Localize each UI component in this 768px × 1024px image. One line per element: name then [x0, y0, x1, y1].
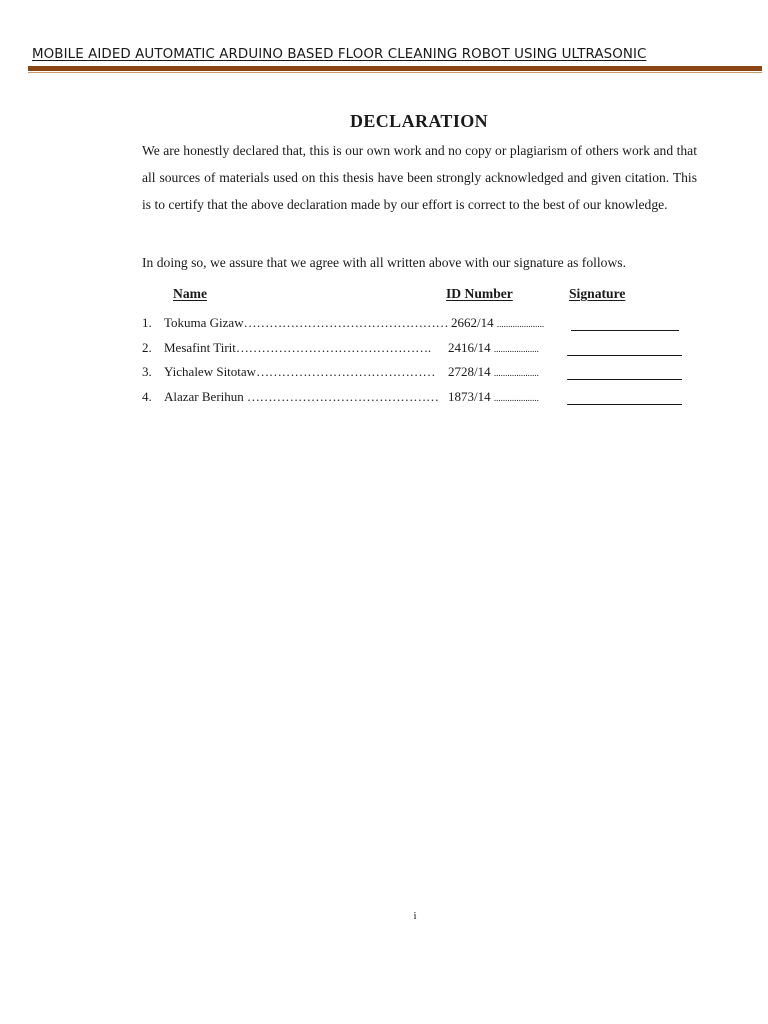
declaration-paragraph: We are honestly declared that, this is our own work and no copy or plagiarism of others work and that all sources of materials used on this thesis have been strongly acknowledged and given citation. This is to certify that the above declaration made by our effort is correct to the best of our knowledge.	[142, 143, 697, 212]
signature-line	[567, 340, 682, 356]
page-number: i	[413, 910, 417, 922]
signature-line	[571, 315, 679, 331]
table-row	[142, 315, 702, 333]
signature-leader: .....................	[496, 319, 545, 329]
row-number: 2.	[142, 340, 152, 355]
member-id: 2416/14 ....................	[448, 340, 539, 355]
member-name: Alazar Berihun ………………………………………	[164, 389, 439, 404]
table-row	[142, 364, 702, 382]
member-id: 2662/14 .....................	[451, 315, 545, 330]
running-header-title: MOBILE AIDED AUTOMATIC ARDUINO BASED FLOOR CLEANING ROBOT USING ULTRASONIC	[32, 47, 647, 62]
page-title: DECLARATION	[349, 111, 489, 131]
signature-leader: ....................	[493, 393, 539, 403]
signature-line	[567, 389, 682, 405]
header-rule-thin	[28, 72, 762, 73]
column-header-name: Name	[173, 286, 207, 301]
row-number: 3.	[142, 364, 152, 379]
signature-leader: ....................	[493, 368, 539, 378]
member-name: Tokuma Gizaw…………………………………………	[164, 315, 449, 330]
assurance-paragraph: In doing so, we assure that we agree with all written above with our signature as follows.	[142, 255, 626, 270]
dot-leader: ………………………………………	[243, 389, 439, 404]
dot-leader: …………………………………………	[243, 315, 449, 330]
table-row	[142, 340, 702, 358]
row-number: 4.	[142, 389, 152, 404]
header-rule	[28, 66, 762, 71]
member-name: Mesafint Tirit……………………………………….	[164, 340, 431, 355]
signature-line	[567, 364, 682, 380]
row-number: 1.	[142, 315, 152, 330]
member-name: Yichalew Sitotaw……………………………………	[164, 364, 436, 379]
dot-leader: ……………………………………	[256, 364, 436, 379]
column-header-id-number: ID Number	[446, 286, 513, 301]
dot-leader: ……………………………………….	[235, 340, 431, 355]
signature-leader: ....................	[493, 344, 539, 354]
member-id: 1873/14 ....................	[448, 389, 539, 404]
member-id: 2728/14 ....................	[448, 364, 539, 379]
column-header-signature: Signature	[569, 286, 626, 301]
table-row	[142, 389, 702, 407]
